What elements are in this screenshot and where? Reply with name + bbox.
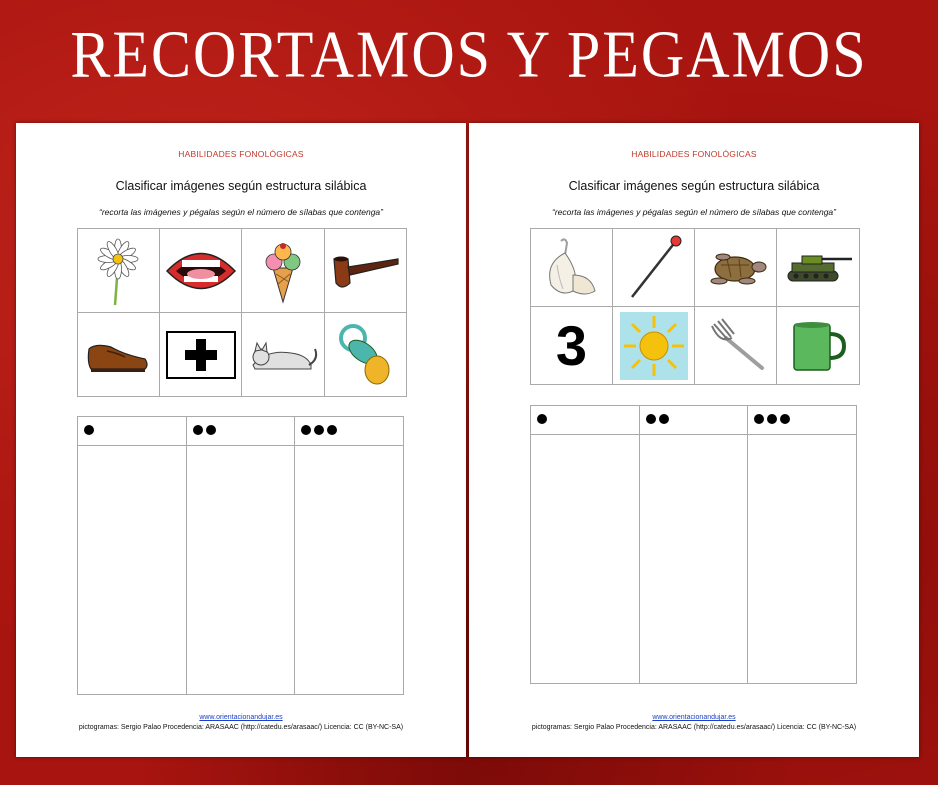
syllable-sort-table — [77, 416, 404, 695]
page-title: RECORTAMOS Y PEGAMOS — [70, 17, 868, 91]
mouth-icon — [164, 241, 238, 301]
syllable-dot — [767, 414, 777, 424]
footer-credit: pictogramas: Sergio Palao Procedencia: ARASAAC (http://catedu.es/arasaac/) Licencia: CC (BY-NC-SA) — [78, 724, 404, 731]
column-one-syllable — [78, 417, 187, 446]
syllable-dot — [301, 425, 311, 435]
syllable-dot — [780, 414, 790, 424]
picture-grid — [77, 228, 407, 397]
sheet-header: HABILIDADES FONOLÓGICAS — [178, 149, 304, 159]
number-three-icon: 3 — [555, 313, 588, 377]
garlic-icon — [541, 235, 601, 301]
sun-cell — [612, 307, 694, 385]
ice-cream-cell — [242, 229, 324, 313]
pipe-cell — [324, 229, 406, 313]
worksheet-left — [16, 123, 466, 757]
syllable-dot — [646, 414, 656, 424]
fork-icon — [704, 318, 768, 374]
cross-sign-cell — [159, 313, 241, 397]
picture-grid — [530, 228, 860, 385]
mouth-cell — [159, 229, 241, 313]
cross-sign-icon — [166, 331, 236, 379]
syllable-sort-table — [530, 405, 857, 684]
paste-area-three[interactable] — [295, 446, 404, 695]
column-three-syllables — [748, 406, 857, 435]
flower-icon — [93, 235, 143, 307]
footer-link[interactable]: www.orientacionandujar.es — [199, 714, 283, 721]
mug-cell — [777, 307, 860, 385]
pipe-icon — [328, 249, 402, 293]
column-two-syllables — [639, 406, 748, 435]
syllable-dot — [206, 425, 216, 435]
pin-cell — [612, 229, 694, 307]
sheet-instruction: “recorta las imágenes y pégalas según el número de sílabas que contenga” — [99, 207, 383, 217]
pacifier-icon — [335, 322, 395, 388]
column-two-syllables — [186, 417, 295, 446]
paste-area-three[interactable] — [748, 435, 857, 684]
syllable-dot — [193, 425, 203, 435]
number-three-cell — [531, 307, 613, 385]
footer-link[interactable]: www.orientacionandujar.es — [652, 714, 736, 721]
pacifier-cell — [324, 313, 406, 397]
paste-area-two[interactable] — [639, 435, 748, 684]
column-one-syllable — [531, 406, 640, 435]
garlic-cell — [531, 229, 613, 307]
syllable-dot — [754, 414, 764, 424]
tank-cell — [777, 229, 860, 307]
paste-area-two[interactable] — [186, 446, 295, 695]
footer-credit: pictogramas: Sergio Palao Procedencia: ARASAAC (http://catedu.es/arasaac/) Licencia: CC (BY-NC-SA) — [531, 724, 857, 731]
tank-icon — [782, 251, 854, 285]
shoe-icon — [85, 335, 151, 375]
sheet-title: Clasificar imágenes según estructura silábica — [115, 179, 367, 193]
flower-cell — [78, 229, 160, 313]
turtle-icon — [703, 243, 769, 293]
paste-area-one[interactable] — [531, 435, 640, 684]
syllable-dot — [314, 425, 324, 435]
sheet-title: Clasificar imágenes según estructura silábica — [568, 179, 820, 193]
shoe-cell — [78, 313, 160, 397]
cat-icon — [247, 335, 319, 375]
pin-icon — [624, 233, 684, 303]
worksheet-right — [469, 123, 919, 757]
cat-cell — [242, 313, 324, 397]
syllable-dot — [537, 414, 547, 424]
paste-area-one[interactable] — [78, 446, 187, 695]
mug-icon — [788, 318, 848, 374]
sheet-header: HABILIDADES FONOLÓGICAS — [631, 149, 757, 159]
syllable-dot — [327, 425, 337, 435]
ice-cream-icon — [261, 238, 305, 304]
sun-icon — [620, 312, 688, 380]
syllable-dot — [84, 425, 94, 435]
column-three-syllables — [295, 417, 404, 446]
sheet-instruction: “recorta las imágenes y pégalas según el número de sílabas que contenga” — [552, 207, 836, 217]
turtle-cell — [695, 229, 777, 307]
syllable-dot — [659, 414, 669, 424]
fork-cell — [695, 307, 777, 385]
